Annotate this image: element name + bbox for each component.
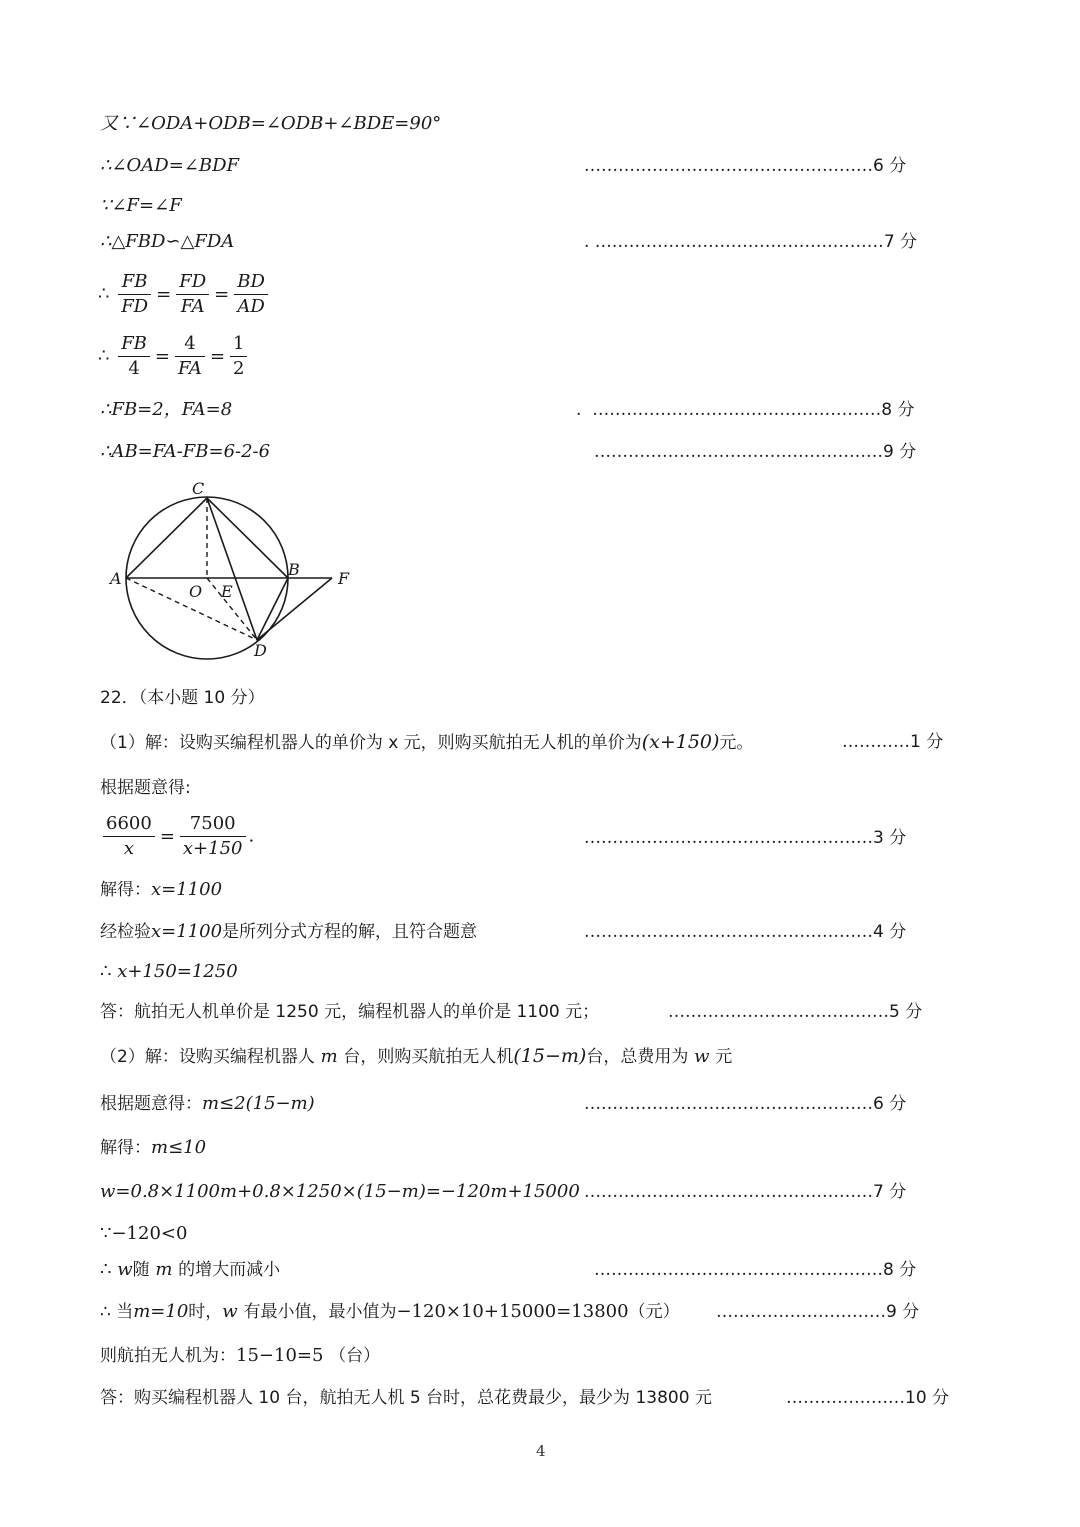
q22-answer-2: 答：购买编程机器人 10 台，航拍无人机 5 台时，总花费最少，最少为 13800 元 — [100, 1388, 712, 1408]
proof-line-oad-bdf: ∴∠OAD=∠BDF — [100, 155, 240, 176]
q22-slope-negative: ∵−120<0 — [100, 1223, 188, 1244]
score-6-part2: ……………………………………………6 分 — [584, 1094, 907, 1114]
q22-part1-setup: （1）解：设购买编程机器人的单价为 x 元，则购买航拍无人机的单价为(x+150)元。 — [100, 731, 754, 753]
score-5: …………………………………5 分 — [668, 1002, 923, 1022]
q22-solve-m: 解得：m≤10 — [100, 1137, 207, 1158]
q22-minimum: ∴ 当m=10时，w 有最小值，最小值为−120×10+15000=13800（元） — [100, 1301, 680, 1322]
score-3: ……………………………………………3 分 — [584, 828, 907, 848]
line-BD — [257, 578, 288, 640]
proof-line-common-angle: ∵∠F=∠F — [100, 195, 182, 216]
q22-drone-count: 则航拍无人机为：15−10=5 （台） — [100, 1345, 381, 1366]
label-O: O — [189, 582, 203, 601]
label-E: E — [221, 582, 233, 601]
q22-part2-setup: （2）解：设购买编程机器人 m 台，则购买航拍无人机(15−m)台，总费用为 w 元 — [100, 1045, 733, 1067]
line-CB — [207, 498, 288, 578]
fraction-ratio-line: ∴ $\frac{FB}{FD}$ = $\frac{FD}{FA}$ = $\frac{BD}{AD}$ — [98, 270, 271, 319]
line-CD — [207, 498, 257, 640]
proof-line-similar: ∴△FBD∽△FDA — [100, 231, 235, 252]
score-9-part1: ……………………………………………9 分 — [594, 442, 917, 462]
q22-solve-x: 解得：x=1100 — [100, 879, 223, 900]
score-6-part1: ……………………………………………6 分 — [584, 156, 907, 176]
score-4: ……………………………………………4 分 — [584, 922, 907, 942]
label-A: A — [110, 569, 122, 588]
score-7-part2: ……………………………………………7 分 — [584, 1182, 907, 1202]
score-7-part1: . ……………………………………………7 分 — [584, 232, 918, 252]
q22-decreasing: ∴ w随 m 的增大而减小 — [100, 1259, 281, 1280]
q22-therefore-price: ∴ x+150=1250 — [100, 961, 238, 982]
proof-line-angle-sum: 又∵∠ODA+ODB=∠ODB+∠BDE=90° — [100, 113, 442, 134]
circle-geometry-figure — [100, 470, 370, 670]
proof-line-ab: ∴AB=FA-FB=6-2-6 — [100, 441, 271, 462]
q22-inequality: 根据题意得：m≤2(15−m) — [100, 1093, 315, 1114]
q22-basis-label: 根据题意得: — [100, 778, 191, 798]
q22-check: 经检验x=1100是所列分式方程的解，且符合题意 — [100, 921, 478, 942]
label-F: F — [338, 569, 350, 588]
question-22-header: 22．（本小题 10 分） — [100, 688, 265, 708]
label-C: C — [192, 479, 205, 498]
score-1: …………1 分 — [842, 732, 944, 752]
score-8-part2: ……………………………………………8 分 — [594, 1260, 917, 1280]
score-9-part2: …………………………9 分 — [716, 1302, 920, 1322]
page-number: 4 — [536, 1442, 546, 1460]
label-D: D — [254, 641, 267, 660]
line-AC — [126, 498, 207, 578]
q22-fraction-equation: $\frac{6600}{x}$ = $\frac{7500}{x+150}$ . — [100, 812, 254, 861]
q22-cost-function: w=0.8×1100m+0.8×1250×(15−m)=−120m+15000 — [100, 1181, 580, 1202]
score-10: …………………10 分 — [786, 1388, 950, 1408]
line-FD — [257, 578, 332, 640]
proof-line-fb-fa: ∴FB=2，FA=8 — [100, 399, 233, 420]
label-B: B — [288, 560, 300, 579]
score-8-part1: . ……………………………………………8 分 — [576, 400, 915, 420]
fraction-values-line: ∴ $\frac{FB}{4}$ = $\frac{4}{FA}$ = $\frac{1}{2}$ — [98, 332, 250, 381]
q22-answer-1: 答：航拍无人机单价是 1250 元，编程机器人的单价是 1100 元； — [100, 1002, 600, 1022]
